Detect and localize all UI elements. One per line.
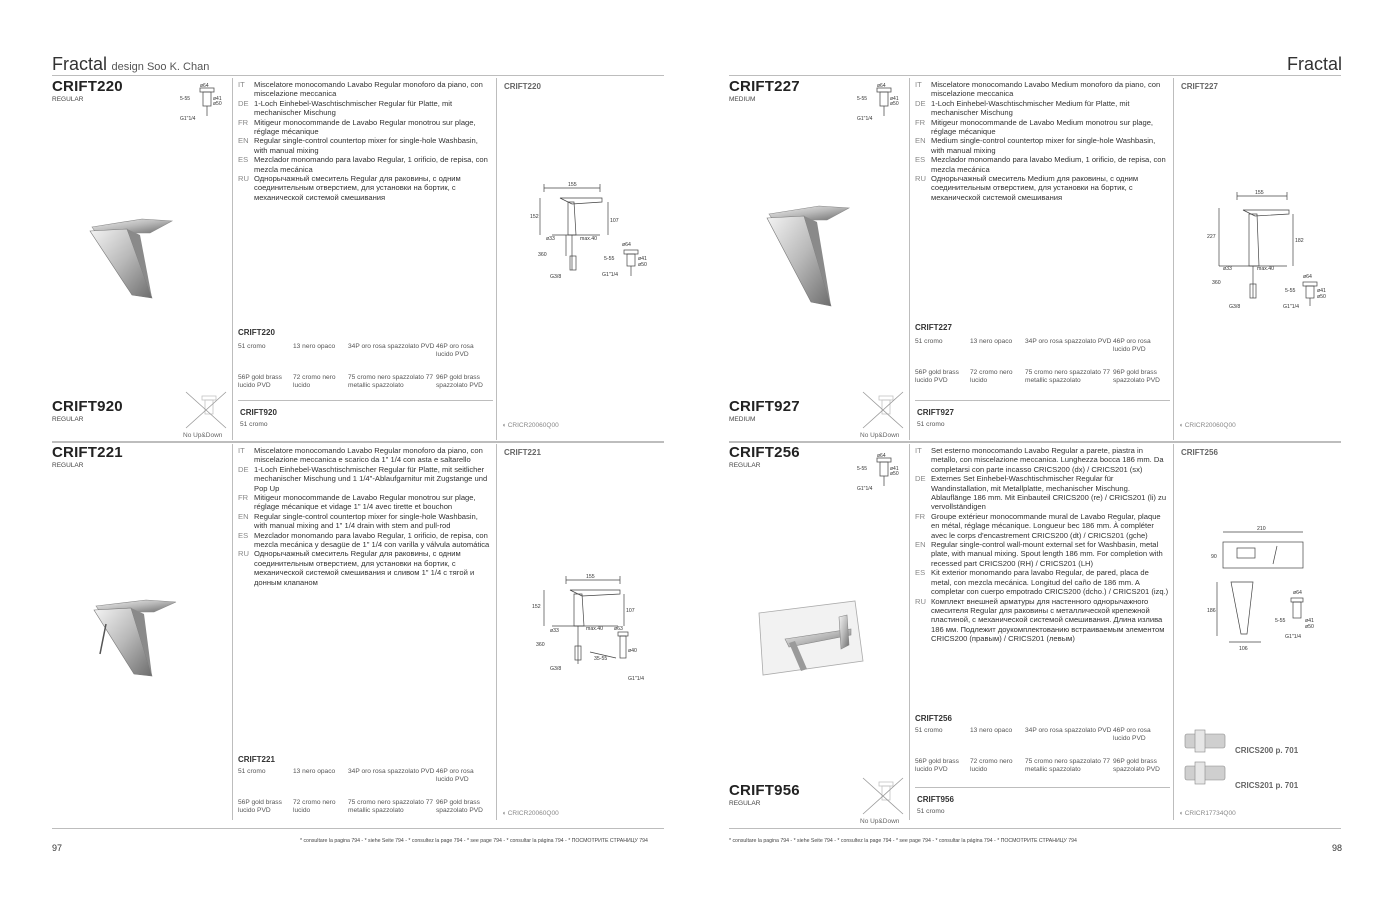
finish-item: 34P oro rosa spazzolato PVD — [348, 343, 435, 350]
dim-d33: ø33 — [1223, 266, 1232, 272]
dim-d33: ø33 — [546, 236, 555, 242]
product-description — [915, 446, 1170, 644]
desc-text: Miscelatore monocomando Lavabo Regular monoforo da piano, con miscelazione meccanica — [254, 80, 483, 99]
dim-d41: ø41 — [1305, 618, 1314, 624]
desc-text: Kit exterior monomando para lavabo Regular, de pared, placa de metal, con mezcla mecánica. Longitud del caño de 186 mm. A completar con cuerpo empotrado CRICS200 (dcho.) / CRICS201 (izq.) — [931, 568, 1169, 597]
no-drain-icon — [182, 390, 230, 430]
desc-text: Mezclador monomando para lavabo Medium, 1 orificio, de repisa, con mezcla mecánica — [931, 155, 1166, 174]
finish-item: 96P gold brass spazzolato PVD — [1113, 758, 1160, 773]
lang-code: FR — [915, 117, 926, 127]
alt-finish: 51 cromo — [917, 808, 945, 815]
dim-h: 5-55 — [857, 466, 868, 472]
product-code: CRIFT227 — [729, 78, 800, 95]
desc-text: Комплект внешней арматуры для настенного однорычажного смесителя Regular для раковины с металлической крепежной пластиной, с механической системой смешивания. Длина излива 186 мм. Подлежит доукомплектованию встраиваемым элементом CRICS200 (правым) / CRICS201 (левым) — [931, 596, 1165, 644]
section-divider — [729, 441, 1341, 443]
dim-h: 5-55 — [604, 256, 615, 262]
finish-item: 34P oro rosa spazzolato PVD — [1025, 338, 1112, 345]
column-divider — [232, 78, 233, 440]
dim-spout-height: 107 — [626, 608, 635, 614]
lang-code: ES — [238, 155, 249, 165]
desc-text: Однорычажный смеситель Regular для раковины, с одним соединительным отверстием, для установки на бортик, с механической системой смешивания — [254, 174, 461, 202]
finish-code: CRIFT256 — [915, 714, 952, 723]
finish-item: 75 cromo nero spazzolato 77 metallic spazzolato — [1025, 369, 1111, 384]
dim-360: 360 — [1212, 280, 1221, 286]
lang-code: ES — [915, 155, 926, 165]
desc-text: Miscelatore monocomando Lavabo Medium monoforo da piano, con miscelazione meccanica — [931, 80, 1161, 99]
divider — [729, 75, 1341, 76]
reference-code: ◖ CRICR17734Q00 — [1179, 810, 1236, 817]
column-divider — [909, 444, 910, 820]
faucet-image — [82, 203, 182, 303]
column-divider — [232, 444, 233, 820]
divider — [915, 400, 1170, 401]
product-section-crift227 — [729, 78, 1341, 440]
finish-code: CRIFT227 — [915, 323, 952, 332]
alt-product-variant: REGULAR — [729, 800, 761, 807]
no-updown-label: No Up&Down — [860, 432, 900, 439]
dim-g: G1"1/4 — [857, 486, 873, 492]
desc-text: Regular single-control countertop mixer for single-hole Washbasin, with manual mixing and 1" 1/4 drain with stem and pull-rod — [254, 511, 478, 531]
finish-item: 96P gold brass spazzolato PVD — [1113, 369, 1160, 384]
dim-d41: ø41 — [638, 256, 647, 262]
product-variant: REGULAR — [52, 462, 84, 469]
product-section-crift221 — [52, 444, 664, 824]
finish-item: 46P oro rosa lucido PVD — [436, 343, 474, 358]
alt-finish-code: CRIFT956 — [917, 795, 954, 804]
lang-code: IT — [915, 80, 922, 89]
dim-width: 155 — [568, 182, 577, 188]
desc-text: Однорычажный смеситель Medium для раковины, с одним соединительным отверстием, для установки на бортик, с механической системой смешивания — [931, 174, 1139, 202]
finish-code: CRIFT220 — [238, 328, 275, 337]
finish-item: 72 cromo nero lucido — [293, 374, 336, 389]
desc-text: Regular single-control countertop mixer for single-hole Washbasin, with manual mixing — [254, 136, 478, 155]
dim-h: 5-55 — [857, 96, 868, 102]
dim-d50: ø50 — [890, 471, 899, 477]
faucet-image — [755, 599, 890, 679]
desc-text: 1-Loch Einhebel-Waschtischmischer Regular für Platte, mit seitlicher mechanischer Mischung und 1 1/4"-Ablaufgarnitur mit Zugstange und Pop Up — [254, 464, 488, 493]
finish-item: 56P gold brass lucido PVD — [915, 758, 959, 773]
lang-code: RU — [238, 174, 249, 184]
drain-dimension-icon — [857, 82, 907, 124]
lang-code: DE — [238, 464, 249, 474]
no-updown-label: No Up&Down — [183, 432, 223, 439]
ref-text: CRICR17734Q00 — [1184, 810, 1236, 817]
lang-code: DE — [915, 474, 926, 484]
dim-d50: ø50 — [213, 101, 222, 107]
page-number-right: 98 — [1331, 843, 1342, 853]
lang-code: DE — [915, 98, 926, 108]
dim-106: 106 — [1239, 646, 1248, 652]
finish-item: 13 nero opaco — [293, 343, 336, 350]
product-description — [238, 80, 493, 202]
dim-d41: ø41 — [890, 466, 899, 472]
dim-g38: G3/8 — [1229, 304, 1241, 310]
column-divider — [496, 444, 497, 820]
dim-d63: ø63 — [614, 626, 623, 632]
dim-d50: ø50 — [890, 101, 899, 107]
no-drain-icon — [859, 776, 907, 816]
recessed-part-image — [1181, 728, 1231, 788]
finish-item: 34P oro rosa spazzolato PVD — [348, 768, 435, 775]
dim-d50: ø50 — [1317, 294, 1326, 300]
ref-text: CRICR20060Q00 — [1184, 422, 1236, 429]
alt-product-code: CRIFT956 — [729, 782, 800, 799]
finish-item: 13 nero opaco — [970, 727, 1013, 734]
desc-text: Miscelatore monocomando Lavabo Regular monoforo da piano, con miscelazione meccanica e scarico da 1" 1/4 con asta e saltarello — [254, 446, 483, 465]
dim-d64: ø64 — [1303, 274, 1312, 280]
dim-d40: ø40 — [628, 648, 637, 654]
dim-g38: G3/8 — [550, 274, 562, 280]
finish-item: 56P gold brass lucido PVD — [238, 799, 282, 814]
finish-item: 56P gold brass lucido PVD — [915, 369, 959, 384]
product-section-crift256 — [729, 444, 1341, 824]
divider — [52, 75, 664, 76]
dim-g: G1"1/4 — [1283, 304, 1299, 310]
lang-code: IT — [238, 446, 245, 455]
recessed-part-link[interactable]: CRICS201 p. 701 — [1235, 781, 1299, 790]
finish-item: 75 cromo nero spazzolato 77 metallic spazzolato — [348, 374, 434, 389]
dim-spout-height: 107 — [610, 218, 619, 224]
divider — [729, 828, 1341, 829]
finish-code: CRIFT221 — [238, 755, 275, 764]
finish-item: 75 cromo nero spazzolato 77 metallic spazzolato — [348, 799, 434, 814]
no-drain-icon — [859, 390, 907, 430]
lang-code: EN — [238, 511, 249, 521]
finish-item: 51 cromo — [915, 338, 943, 345]
lang-code: FR — [238, 493, 249, 503]
dim-g: G1"1/4 — [628, 676, 644, 682]
finish-item: 51 cromo — [238, 768, 266, 775]
alt-product-variant: MEDIUM — [729, 416, 756, 423]
dim-d33: ø33 — [550, 628, 559, 634]
dim-spout-height: 182 — [1295, 238, 1304, 244]
designer-credit: design Soo K. Chan — [111, 61, 210, 73]
drawing-code: CRIFT256 — [1181, 448, 1218, 457]
finish-item: 34P oro rosa spazzolato PVD — [1025, 727, 1112, 734]
desc-text: Mitigeur monocommande de Lavabo Regular monotrou sur plage, réglage mécanique et vidage 1" 1/4 avec tirette et bouchon — [254, 493, 476, 512]
left-page-title: Fractal — [52, 54, 108, 74]
lang-code: ES — [238, 530, 249, 540]
drawing-code: CRIFT220 — [504, 82, 541, 91]
reference-code: ◖ CRICR20060Q00 — [1179, 422, 1236, 429]
section-divider — [52, 441, 664, 443]
divider — [915, 787, 1170, 788]
desc-text: Groupe extérieur monocommande mural de Lavabo Regular, plaque en métal, réglage mécanique. Longueur bec 186 mm. À compléter avec le corps d'encastrement CRICS200 (dt) / CRICS201 (gche) — [931, 511, 1161, 540]
finish-item: 56P gold brass lucido PVD — [238, 374, 282, 389]
lang-code: IT — [238, 80, 245, 89]
dim-max: max.40 — [1257, 266, 1275, 272]
finish-item: 96P gold brass spazzolato PVD — [436, 799, 483, 814]
dim-d64: ø64 — [622, 242, 631, 248]
product-description — [238, 446, 493, 587]
desc-text: 1-Loch Einhebel-Waschtischmischer Medium für Platte, mit mechanischer Mischung — [931, 98, 1130, 118]
product-code: CRIFT256 — [729, 444, 800, 461]
faucet-image — [86, 594, 186, 684]
desc-text: Medium single-control countertop mixer for single-hole Washbasin, with manual mixing — [931, 136, 1156, 155]
lang-code: RU — [915, 596, 926, 606]
dim-d50: ø50 — [638, 262, 647, 268]
dim-max: max.40 — [586, 626, 604, 632]
right-page-title: Fractal — [1286, 54, 1342, 74]
finish-item: 72 cromo nero lucido — [970, 758, 1013, 773]
alt-finish-code: CRIFT927 — [917, 408, 954, 417]
product-description — [915, 80, 1170, 202]
dim-d41: ø41 — [213, 96, 222, 102]
dim-h: 5-55 — [1285, 288, 1296, 294]
alt-finish-code: CRIFT920 — [240, 408, 277, 417]
dim-360: 360 — [536, 642, 545, 648]
technical-drawing — [1207, 188, 1332, 313]
lang-code: DE — [238, 98, 249, 108]
finish-item: 96P gold brass spazzolato PVD — [436, 374, 483, 389]
dim-90: 90 — [1211, 554, 1217, 560]
desc-text: 1-Loch Einhebel-Waschtischmischer Regular für Platte, mit mechanischer Mischung — [254, 98, 453, 118]
column-divider — [909, 78, 910, 440]
finish-item: 46P oro rosa lucido PVD — [436, 768, 474, 783]
drawing-code: CRIFT221 — [504, 448, 541, 457]
lang-code: FR — [238, 117, 249, 127]
desc-text: Mezclador monomando para lavabo Regular, 1 orificio, de repisa, con mezcla mecánica — [254, 155, 488, 174]
drain-dimension-icon — [857, 452, 907, 494]
dim-g: G1"1/4 — [857, 116, 873, 122]
finish-item: 46P oro rosa lucido PVD — [1113, 727, 1151, 742]
finish-item: 13 nero opaco — [970, 338, 1013, 345]
ref-text: CRICR20060Q00 — [507, 422, 559, 429]
dim-d64: ø64 — [200, 83, 209, 89]
dim-range: 35-55 — [594, 656, 608, 662]
desc-text: Однорычажный смеситель Regular для раковины, с одним соединительным отверстием, для установки на бортик, с механической системой смешивания и сливом 1" 1/4 с тягой и донным клапаном — [254, 549, 475, 587]
finish-item: 51 cromo — [238, 343, 266, 350]
desc-text: Externes Set Einhebel-Waschtischmischer Regular für Wandinstallation, mit Metallplatte, mechanischer Mischung. Ablauflänge 186 mm. Mit Einbauteil CRICS200 (re) / CRICS201 (li) zu vervollständigen — [931, 474, 1167, 512]
column-divider — [1173, 444, 1174, 820]
divider — [238, 400, 493, 401]
drawing-code: CRIFT227 — [1181, 82, 1218, 91]
footnote-left: * consultare la pagina 794 - * siehe Seite 794 - * consultez la page 794 - * see page 794 - * consultar la página 794 - * ПОСМОТРИТЕ СТРАНИЦУ 794 — [300, 838, 648, 844]
lang-code: FR — [915, 511, 926, 521]
dim-d50: ø50 — [1305, 624, 1314, 630]
desc-text: Mitigeur monocommande de Lavabo Regular monotrou sur plage, réglage mécanique — [254, 117, 476, 137]
footnote-right: * consultare la pagina 794 - * siehe Seite 794 - * consultez la page 794 - * see page 794 - * consultar la página 794 - * ПОСМОТРИТЕ СТРАНИЦУ 794 — [729, 838, 1077, 844]
product-variant: MEDIUM — [729, 96, 756, 103]
product-code: CRIFT221 — [52, 444, 123, 461]
reference-code: ◖ CRICR20060Q00 — [502, 422, 559, 429]
technical-drawing — [530, 572, 655, 687]
dim-d64: ø64 — [877, 453, 886, 459]
dim-g: G1"1/4 — [1285, 634, 1301, 640]
finish-item: 46P oro rosa lucido PVD — [1113, 338, 1151, 353]
product-section-crift220 — [52, 78, 664, 440]
reference-code: ◖ CRICR20060Q00 — [502, 810, 559, 817]
product-variant: REGULAR — [52, 96, 84, 103]
finish-item: 72 cromo nero lucido — [970, 369, 1013, 384]
lang-code: EN — [915, 136, 926, 146]
lang-code: RU — [915, 174, 926, 184]
alt-product-code: CRIFT920 — [52, 398, 123, 415]
dim-h: 5-55 — [1275, 618, 1286, 624]
dim-max: max.40 — [580, 236, 598, 242]
page-number-left: 97 — [52, 843, 63, 853]
alt-finish: 51 cromo — [917, 421, 945, 428]
technical-drawing — [1207, 524, 1332, 654]
dim-width: 155 — [1255, 190, 1264, 196]
finish-item: 75 cromo nero spazzolato 77 metallic spazzolato — [1025, 758, 1111, 773]
lang-code: ES — [915, 568, 926, 578]
desc-text: Regular single-control wall-mount external set for Washbasin, metal plate, with manual mixing. Spout length 186 mm. For completion with recessed part CRICS200 (RH) / CRICS201 (LH) — [931, 540, 1163, 568]
dim-186: 186 — [1207, 608, 1216, 614]
product-code: CRIFT220 — [52, 78, 123, 95]
no-updown-label: No Up&Down — [860, 818, 900, 825]
dim-d41: ø41 — [1317, 288, 1326, 294]
faucet-image — [759, 188, 859, 308]
finish-item: 13 nero opaco — [293, 768, 336, 775]
dim-d64: ø64 — [877, 83, 886, 89]
lang-code: IT — [915, 446, 922, 455]
finish-item: 72 cromo nero lucido — [293, 799, 336, 814]
lang-code: EN — [915, 540, 926, 550]
dim-h: 5-55 — [180, 96, 191, 102]
dim-height: 152 — [530, 214, 539, 220]
technical-drawing — [530, 180, 655, 290]
divider — [52, 828, 664, 829]
dim-g: G1"1/4 — [180, 116, 196, 122]
dim-height: 227 — [1207, 234, 1216, 240]
dim-height: 152 — [532, 604, 541, 610]
finish-item: 51 cromo — [915, 727, 943, 734]
lang-code: EN — [238, 136, 249, 146]
dim-width: 155 — [586, 574, 595, 580]
desc-text: Mitigeur monocommande de Lavabo Medium monotrou sur plage, réglage mécanique — [931, 117, 1154, 137]
desc-text: Set esterno monocomando Lavabo Regular a parete, piastra in metallo, con miscelazione meccanica. Lunghezza bocca 186 mm. Da completarsi con parte incasso CRICS200 (dx) / CRICS201 (sx) — [931, 446, 1164, 474]
drain-dimension-icon — [180, 82, 230, 124]
left-header — [52, 54, 209, 75]
dim-g38: G3/8 — [550, 666, 562, 672]
dim-360: 360 — [538, 252, 547, 258]
lang-code: RU — [238, 549, 249, 559]
alt-product-code: CRIFT927 — [729, 398, 800, 415]
product-variant: REGULAR — [729, 462, 761, 469]
dim-d41: ø41 — [890, 96, 899, 102]
dim-d64: ø64 — [1293, 590, 1302, 596]
column-divider — [1173, 78, 1174, 440]
ref-text: CRICR20060Q00 — [507, 810, 559, 817]
alt-product-variant: REGULAR — [52, 416, 84, 423]
dim-g: G1"1/4 — [602, 272, 618, 278]
column-divider — [496, 78, 497, 440]
desc-text: Mezclador monomando para lavabo Regular, 1 orificio, de repisa, con mezcla mecánica y desagüe de 1" 1/4 con varilla y válvula automática — [254, 530, 490, 550]
alt-finish: 51 cromo — [240, 421, 268, 428]
dim-width: 210 — [1257, 526, 1266, 532]
recessed-part-link[interactable]: CRICS200 p. 701 — [1235, 746, 1299, 755]
